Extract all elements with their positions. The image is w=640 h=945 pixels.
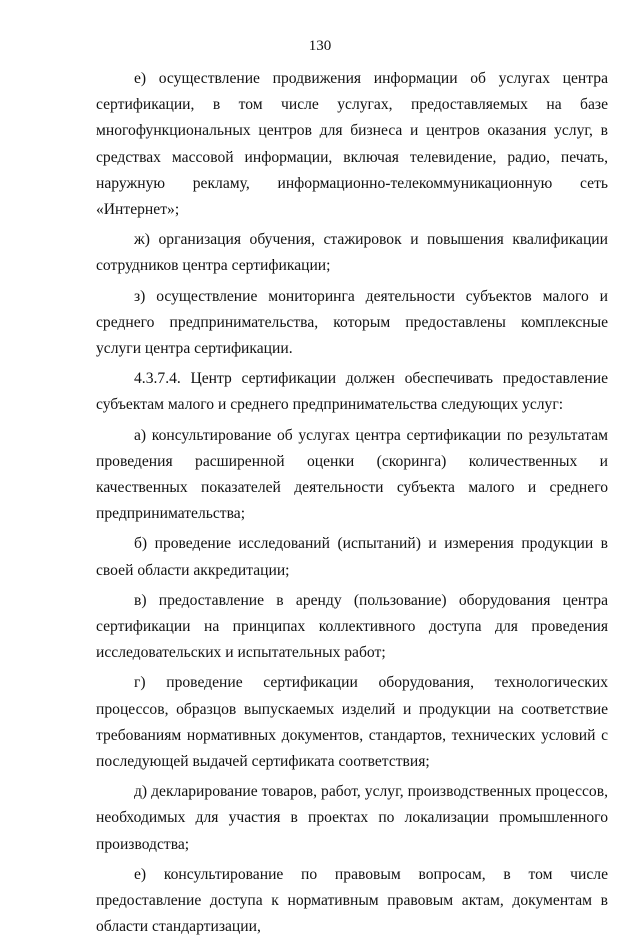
paragraph-z-monitoring: з) осуществление мониторинга деятельности субъектов малого и среднего предпринимательства, которым предоставлены комплексные услуги центра сертификации.	[96, 287, 608, 358]
paragraph-zh-training: ж) организация обучения, стажировок и повышения квалификации сотрудников центра сертификации;	[96, 231, 608, 275]
paragraph-v-equipment-rental: в) предоставление в аренду (пользование) оборудования центра сертификации на принципах коллективного доступа для проведения исследовательских и испытательных работ;	[96, 591, 608, 662]
paragraph-e-legal-consulting: е) консультирование по правовым вопросам, в том числе предоставление доступа к нормативным правовым актам, документам в области стандартизации,	[96, 865, 608, 936]
paragraph-d-declaration: д) декларирование товаров, работ, услуг, производственных процессов, необходимых для участия в проектах по локализации промышленного производства;	[96, 783, 608, 853]
paragraph-g-certification: г) проведение сертификации оборудования, технологических процессов, образцов выпускаемых изделий и продукции на соответствие требованиям нормативных документов, стандартов, технических условий с последующей выдачей сертификата соответствия;	[96, 674, 608, 771]
paragraph-a-consulting: а) консультирование об услугах центра сертификации по результатам проведения расширенной оценки (скоринга) количественных и качественных показателей деятельности субъекта малого и среднего предпринимательства;	[96, 426, 608, 523]
page-number: 130	[308, 38, 332, 54]
paragraph-e-promotion: е) осуществление продвижения информации об услугах центра сертификации, в том числе услугах, предоставляемых на базе многофункциональных центров для бизнеса и центров оказания услуг, в средствах массовой информации, включая телевидение, радио, печать, наружную рекламу, информационно-телекоммуникационную сеть «Интернет»;	[96, 70, 608, 219]
paragraph-b-testing: б) проведение исследований (испытаний) и измерения продукции в своей области аккредитации;	[96, 535, 608, 579]
document-body	[96, 66, 608, 945]
paragraph-section-4-3-7-4: 4.3.7.4. Центр сертификации должен обеспечивать предоставление субъектам малого и среднего предпринимательства следующих услуг:	[96, 370, 608, 414]
